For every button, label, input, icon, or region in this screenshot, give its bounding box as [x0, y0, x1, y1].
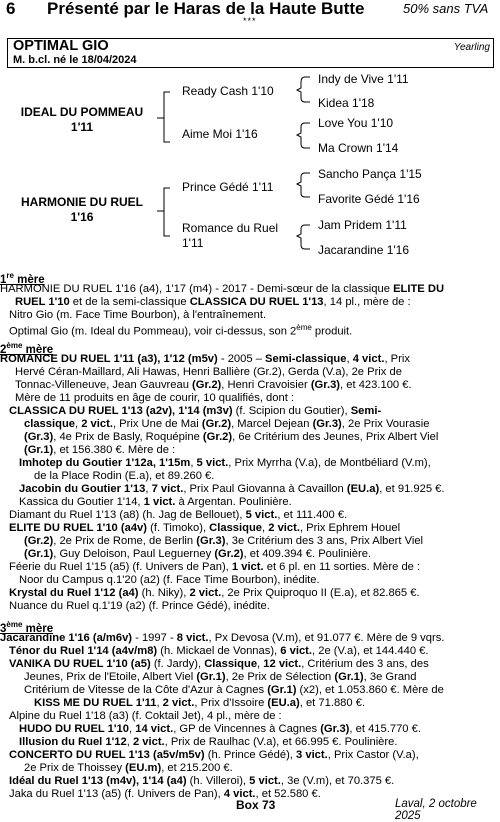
text-line: VANIKA DU RUEL 1'10 (a5) (f. Jardy), Classique, 12 vict., Critérium des 3 ans, des	[9, 658, 429, 670]
pedigree-sire-dam: Aime Moi 1'16	[182, 127, 258, 141]
section-heading-second-dam: 2ème mère	[0, 341, 54, 356]
text-line: Kassica du Goutier 1'14, 1 vict. à Argentan. Poulinière.	[19, 496, 292, 508]
text-line: (Gr.1), Guy Deloison, Paul Leguerney (Gr.2), et 409.394 €. Poulinière.	[24, 548, 372, 560]
section-heading-third-dam: 3ème mère	[0, 620, 54, 635]
text-line: classique, 2 vict., Prix Une de Mai (Gr.2), Marcel Dejean (Gr.3), 2e Prix Vourasie	[24, 418, 430, 430]
text-line: Diamant du Ruel 1'13 (a8) (h. Jag de Bellouet), 5 vict., et 111.400 €.	[9, 509, 348, 521]
page-number: 6	[6, 0, 16, 18]
pedigree-ancestor: Sancho Pança 1'15	[318, 167, 422, 181]
text-line: Jacobin du Goutier 1'13, 7 vict., Prix Paul Giovanna à Cavaillon (EU.a), et 91.925 €.	[19, 483, 445, 495]
pedigree-ancestor: Favorite Gédé 1'16	[318, 192, 420, 206]
text-line: Jeunes, Prix de l'Etoile, Albert Viel (Gr.1), 2e Prix de Sélection (Gr.1), 3e Grand	[24, 671, 417, 683]
pedigree-ancestor: Kidea 1'18	[318, 96, 375, 110]
text-line: Krystal du Ruel 1'12 (a4) (h. Niky), 2 vict., 2e Prix Quiproquo II (E.a), et 82.865 €.	[9, 587, 420, 599]
text-line: Alpine du Ruel 1'18 (a3) (f. Coktail Jet), 4 pl., mère de :	[9, 710, 282, 722]
text-line: Mère de 11 produits en âge de courir, 10 qualifiés, dont :	[15, 392, 295, 404]
pedigree-ancestor: Jam Pridem 1'11	[318, 218, 407, 232]
text-line: RUEL 1'10 et de la semi-classique CLASSICA DU RUEL 1'13, 14 pl., mère de :	[15, 296, 411, 308]
horse-name: OPTIMAL GIO	[13, 38, 109, 54]
header-stars: ***	[243, 16, 257, 26]
text-line: Imhotep du Goutier 1'12a, 1'15m, 5 vict., Prix Myrrha (V.a), de Montbéliard (V.m),	[19, 457, 431, 469]
text-line: Féerie du Ruel 1'15 (a5) (f. Univers de Pan), 1 vict. et 6 pl. en 11 sorties. Mère de :	[9, 561, 421, 573]
pedigree-brackets	[0, 70, 500, 270]
section-heading-first-dam: 1re mère	[0, 271, 45, 286]
text-line: Optimal Gio (m. Ideal du Pommeau), voir ci-dessus, son 2ème produit.	[9, 323, 353, 338]
text-line: KISS ME DU RUEL 1'11, 2 vict., Prix d'Issoire (EU.a), et 71.880 €.	[34, 697, 366, 709]
text-line: Hervé Céran-Maillard, Ali Hawas, Henri Ballière (Gr.2), Gerda (V.a), 2e Prix de	[15, 366, 402, 378]
text-line: Jacarandine 1'16 (a/m6v) - 1997 - 8 vict., Px Devosa (V.m), et 91.077 €. Mère de 9 vqrs.	[0, 632, 445, 644]
pedigree-ancestor: Jacarandine 1'16	[318, 243, 410, 257]
text-line: Illusion du Ruel 1'12, 2 vict., Prix de Raulhac (V.a), et 66.995 €. Poulinière.	[19, 736, 398, 748]
consignor-title: Présenté par le Haras de la Haute Butte	[47, 0, 365, 18]
pedigree-sire-sire: Ready Cash 1'10	[182, 84, 274, 98]
pedigree-ancestor: Ma Crown 1'14	[318, 141, 399, 155]
horse-info: M. b.cl. né le 18/04/2024	[13, 54, 137, 66]
text-line: Idéal du Ruel 1'13 (m4v), 1'14 (a4) (h. Villeroi), 5 vict., 3e (V.m), et 70.375 €.	[9, 775, 395, 787]
text-line: Nuance du Ruel q.1'19 (a2) (f. Prince Gédé), inédite.	[9, 600, 270, 612]
pedigree-dam-sire: Prince Gédé 1'11	[182, 180, 274, 194]
sale-date: Laval, 2 octobre 2025	[395, 798, 477, 822]
text-line: (Gr.2), 2e Prix de Rome, de Berlin (Gr.3), 3e Critérium des 3 ans, Prix Albert Viel	[24, 535, 424, 547]
pedigree-dam: HARMONIE DU RUEL 1'16	[21, 195, 143, 224]
pedigree-notes	[0, 269, 500, 800]
box-number: Box 73	[236, 798, 276, 812]
text-line: ELITE DU RUEL 1'10 (a4v) (f. Timoko), Classique, 2 vict., Prix Ephrem Houel	[9, 522, 401, 534]
pedigree-dam-dam: Romance du Ruel 1'11	[182, 221, 279, 250]
text-line: Noor du Campus q.1'20 (a2) (f. Face Time Bourbon), inédite.	[19, 574, 320, 586]
text-line: HUDO DU RUEL 1'10, 14 vict., GP de Vincennes à Cagnes (Gr.3), et 415.770 €.	[19, 723, 421, 735]
text-line: CLASSICA DU RUEL 1'13 (a2v), 1'14 (m3v) (f. Scipion du Goutier), Semi-	[9, 405, 382, 417]
pedigree-ancestor: Love You 1'10	[318, 116, 394, 130]
text-line: Critérium de Vitesse de la Côte d'Azur à Cagnes (Gr.1) (x2), et 1.053.860 €. Mère de	[24, 684, 444, 696]
text-line: de la Place Rodin (E.a), et 89.260 €.	[34, 470, 215, 482]
horse-category: Yearling	[453, 42, 490, 53]
vat-note: 50% sans TVA	[403, 1, 489, 16]
text-line: 2e Prix de Thoissey (EU.m), et 215.200 €.	[24, 762, 233, 774]
text-line: (Gr.3), 4e Prix de Basly, Roquépine (Gr.2), 6e Critérium des Jeunes, Prix Albert Viel	[24, 431, 439, 443]
text-line: Nitro Gio (m. Face Time Bourbon), à l'entraînement.	[9, 309, 267, 321]
text-line: (Gr.1), et 156.380 €. Mère de :	[24, 444, 176, 456]
pedigree-sire: IDEAL DU POMMEAU 1'11	[20, 105, 144, 134]
text-line: CONCERTO DU RUEL 1'13 (a5v/m5v) (h. Prince Gédé), 3 vict., Prix Castor (V.a),	[9, 749, 419, 761]
text-line: HARMONIE DU RUEL 1'16 (a4), 1'17 (m4) - 2017 - Demi-sœur de la classique ELITE DU	[0, 283, 445, 295]
text-line: Jaka du Ruel 1'13 (a5) (f. Univers de Pan), 4 vict., et 52.580 €.	[9, 788, 321, 800]
text-line: Ténor du Ruel 1'14 (a4v/m8) (h. Mickael de Vonnas), 6 vict., 2e (V.a), et 144.440 €.	[9, 645, 429, 657]
text-line: ROMANCE DU RUEL 1'11 (a3), 1'12 (m5v) - 2005 – Semi-classique, 4 vict., Prix	[0, 353, 410, 365]
text-line: Tonnac-Villeneuve, Jean Gauvreau (Gr.2), Henri Cravoisier (Gr.3), et 423.100 €.	[15, 379, 412, 391]
pedigree-ancestor: Indy de Vive 1'11	[318, 72, 409, 86]
